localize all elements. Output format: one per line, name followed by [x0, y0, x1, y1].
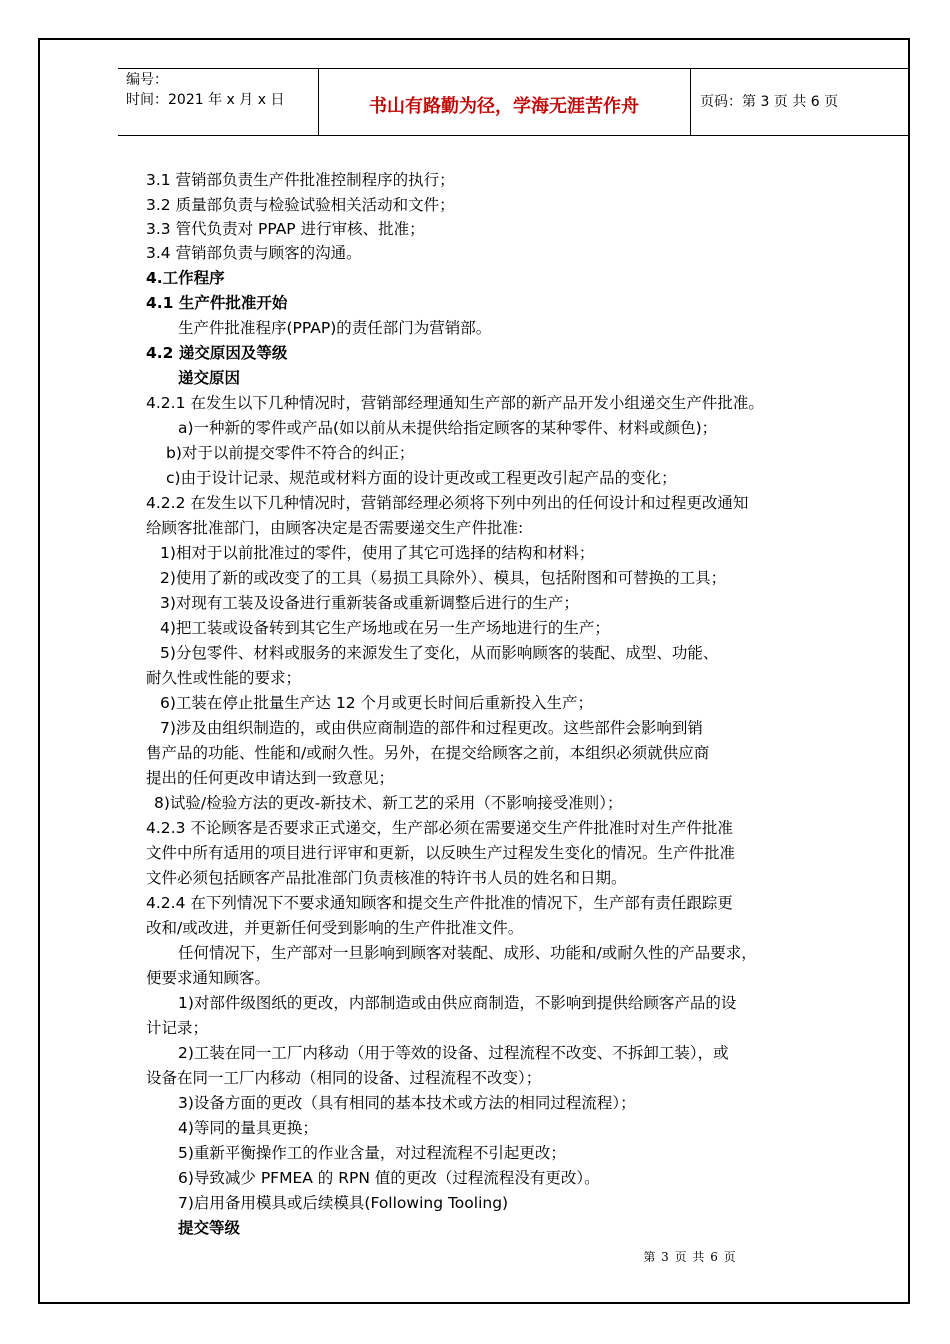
text-line: 4.2.3 不论顾客是否要求正式递交，生产部必须在需要递交生产件批准时对生产件批准 — [146, 819, 733, 837]
text-line: 3.3 管代负责对 PPAP 进行审核、批准； — [146, 220, 425, 238]
list-item: c)由于设计记录、规范或材料方面的设计更改或工程更改引起产品的变化； — [166, 469, 677, 487]
list-item: a)一种新的零件或产品(如以前从未提供给指定顾客的某种零件、材料或颜色)； — [178, 419, 718, 437]
text-line: 4.2.1 在发生以下几种情况时，营销部经理通知生产部的新产品开发小组递交生产件批准。 — [146, 394, 764, 412]
list-item: 3)对现有工装及设备进行重新装备或重新调整后进行的生产； — [160, 594, 579, 612]
list-item: b)对于以前提交零件不符合的纠正； — [166, 444, 415, 462]
list-item: 7)涉及由组织制造的，或由供应商制造的部件和过程更改。这些部件会影响到销 — [160, 719, 703, 737]
text-line: 4.2.4 在下列情况下不要求通知顾客和提交生产件批准的情况下，生产部有责任跟踪更 — [146, 894, 733, 912]
text-line: 3.1 营销部负责生产件批准控制程序的执行； — [146, 171, 455, 189]
section-heading: 4.1 生产件批准开始 — [146, 294, 288, 312]
text-line: 文件必须包括顾客产品批准部门负责核准的特许书人员的姓名和日期。 — [146, 869, 627, 887]
text-line: 设备在同一工厂内移动（相同的设备、过程流程不改变）； — [146, 1069, 542, 1087]
list-item: 5)分包零件、材料或服务的来源发生了变化，从而影响顾客的装配、成型、功能、 — [160, 644, 719, 662]
header-bottom-rule — [118, 135, 908, 136]
document-time-label: 时间：2021 年 x 月 x 日 — [126, 92, 285, 108]
text-line: 耐久性或性能的要求； — [146, 669, 302, 687]
list-item: 3)设备方面的更改（具有相同的基本技术或方法的相同过程流程）； — [178, 1094, 636, 1112]
text-line: 任何情况下，生产部对一旦影响到顾客对装配、成形、功能和/或耐久性的产品要求， — [178, 944, 757, 962]
list-item: 6)工装在停止批量生产达 12 个月或更长时间后重新投入生产； — [160, 694, 593, 712]
list-item: 2)使用了新的或改变了的工具（易损工具除外）、模具，包括附图和可替换的工具； — [160, 569, 727, 587]
text-line: 3.2 质量部负责与检验试验相关活动和文件； — [146, 196, 455, 214]
document-header — [118, 68, 908, 136]
text-line: 给顾客批准部门，由顾客决定是否需要递交生产件批准: — [146, 519, 524, 537]
text-line: 售产品的功能、性能和/或耐久性。另外，在提交给顾客之前，本组织必须就供应商 — [146, 744, 710, 762]
document-number-label: 编号： — [126, 72, 168, 88]
header-top-rule — [118, 68, 908, 69]
text-line: 提出的任何更改申请达到一致意见； — [146, 769, 395, 787]
text-line: 文件中所有适用的项目进行评审和更新，以反映生产过程发生变化的情况。生产件批准 — [146, 844, 736, 862]
section-heading: 4.工作程序 — [146, 269, 225, 287]
text-line: 4.2.2 在发生以下几种情况时，营销部经理必须将下列中列出的任何设计和过程更改通知 — [146, 494, 749, 512]
text-line: 3.4 营销部负责与顾客的沟通。 — [146, 244, 362, 262]
text-line: 便要求通知顾客。 — [146, 969, 271, 987]
page-footer: 第 3 页 共 6 页 — [643, 1250, 737, 1264]
list-item: 1)对部件级图纸的更改，内部制造或由供应商制造，不影响到提供给顾客产品的设 — [178, 994, 737, 1012]
header-motto: 书山有路勤为径，学海无涯苦作舟 — [369, 96, 639, 117]
subsection-heading: 提交等级 — [178, 1219, 241, 1237]
list-item: 7)启用备用模具或后续模具(Following Tooling) — [178, 1194, 509, 1212]
subsection-heading: 递交原因 — [178, 369, 241, 387]
text-line: 生产件批准程序(PPAP)的责任部门为营销部。 — [178, 319, 492, 337]
section-heading: 4.2 递交原因及等级 — [146, 344, 288, 362]
list-item: 4)把工装或设备转到其它生产场地或在另一生产场地进行的生产； — [160, 619, 610, 637]
list-item: 5)重新平衡操作工的作业含量，对过程流程不引起更改； — [178, 1144, 566, 1162]
page-number-label: 页码：第 3 页 共 6 页 — [700, 94, 839, 110]
list-item: 4)等同的量具更换； — [178, 1119, 318, 1137]
list-item: 1)相对于以前批准过的零件，使用了其它可选择的结构和材料； — [160, 544, 595, 562]
list-item: 8)试验/检验方法的更改-新技术、新工艺的采用（不影响接受准则）； — [154, 794, 623, 812]
text-line: 改和/或改进，并更新任何受到影响的生产件批准文件。 — [146, 919, 524, 937]
text-line: 计记录； — [146, 1019, 209, 1037]
list-item: 2)工装在同一工厂内移动（用于等效的设备、过程流程不改变、不拆卸工装），或 — [178, 1044, 729, 1062]
header-divider-right — [690, 68, 691, 136]
list-item: 6)导致减少 PFMEA 的 RPN 值的更改（过程流程没有更改）。 — [178, 1169, 600, 1187]
